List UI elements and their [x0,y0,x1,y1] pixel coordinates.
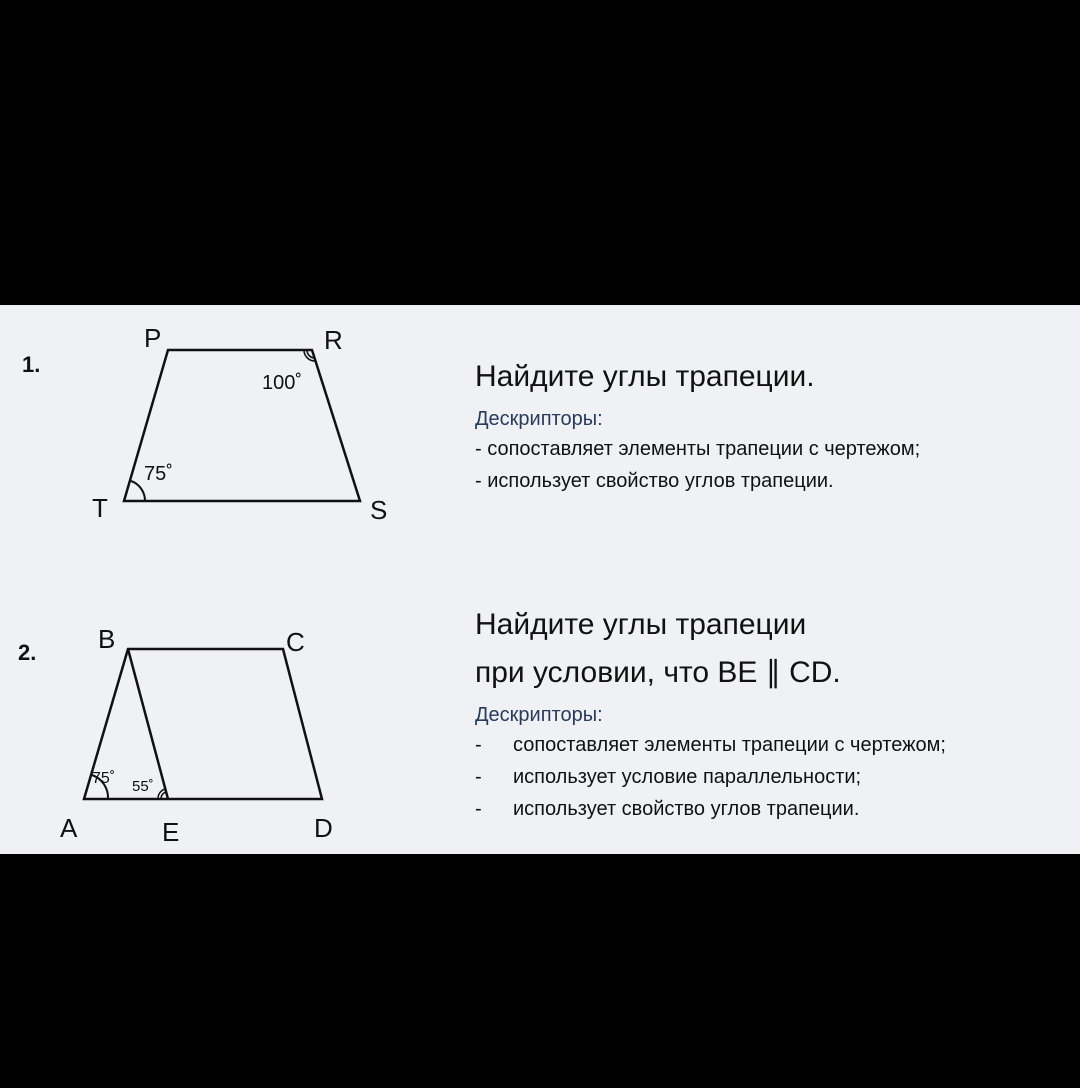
problem-2-text [475,603,946,825]
bullet-dash: - [475,766,482,788]
trapezoid-2-outline [84,649,322,799]
problem-2-descriptor-2-text: использует условие параллельности; [513,766,862,788]
label-b: B [98,624,116,654]
angle-r-value: 100˚ [262,372,303,394]
angle-e-value: 55˚ [132,778,154,795]
diagrams [0,305,460,854]
problem-2-descriptor-1-text: сопоставляет элементы трапеции с чертежом; [513,734,946,756]
label-t: T [92,493,108,523]
label-d: D [314,813,333,843]
problem-1-descriptor-2: - использует свойство углов трапеции. [475,470,834,492]
problem-1-text [475,355,920,497]
problem-2-number: 2. [18,640,37,665]
bullet-dash: - [475,734,482,756]
problem-1-heading: Найдите углы трапеции. [475,360,815,393]
label-e: E [162,817,180,847]
segment-be [128,649,168,799]
angle-t-arc [131,481,145,501]
problem-2-heading-line-1: Найдите углы трапеции [475,608,807,641]
trapezoid-abcd [60,624,333,847]
problem-2-descriptor-2 [475,761,946,793]
problem-2-descriptor-3-text: использует свойство углов трапеции. [513,798,860,820]
label-p: P [144,323,162,353]
problem-1-descriptor-1: - сопоставляет элементы трапеции с чертежом; [475,438,921,460]
angle-t-value: 75˚ [144,463,173,485]
label-r: R [324,325,343,355]
problem-2-heading-line-2: при условии, что BE ∥ CD. [475,656,841,689]
trapezoid-prst [92,323,387,525]
slide [0,305,1080,854]
label-c: C [286,627,305,657]
label-a: A [60,813,78,843]
problem-2-descriptors-title: Дескрипторы: [475,704,603,726]
angle-a-value: 75˚ [92,770,116,787]
problem-2-descriptor-3 [475,793,946,825]
problem-1-number: 1. [22,352,41,377]
problem-2-descriptor-1 [475,729,946,761]
label-s: S [370,495,388,525]
bullet-dash: - [475,798,482,820]
problem-1-descriptors-title: Дескрипторы: [475,408,603,430]
